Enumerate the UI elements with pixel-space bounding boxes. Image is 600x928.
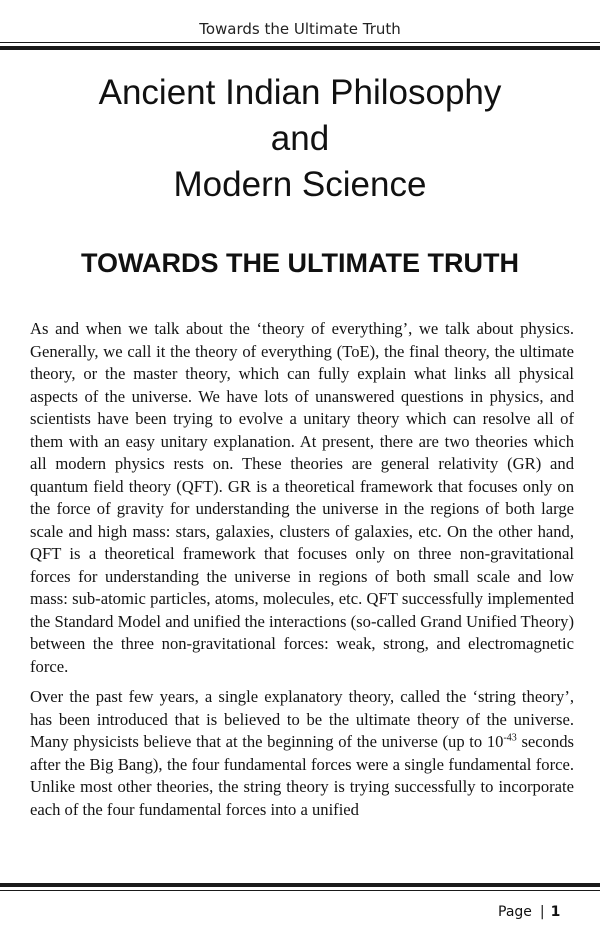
- page-footer: [498, 904, 560, 920]
- footer-rule-thin: [0, 890, 600, 891]
- paragraph-2-text-a: Over the past few years, a single explanatory theory, called the ‘string theory’, has been introduced that is believed to be the ultimate theory of the universe. Many physicists believe that at the beginning of the universe (up to 10: [30, 687, 574, 751]
- chapter-title-line-1: Ancient Indian Philosophy: [98, 73, 502, 112]
- chapter-title-line-2: and: [270, 119, 330, 158]
- paragraph-1: As and when we talk about the ‘theory of everything’, we talk about physics. Generally, we call it the theory of everything (ToE), the final theory, the ultimate theory, or the master theory, which can fully explain what links all physical aspects of the universe. We have lots of unanswered questions in physics, and scientists have been trying to evolve a unitary theory which can resolve all of them with an easy unitary explanation. At present, there are two theories which all modern physics rests on. These theories are general relativity (GR) and quantum field theory (QFT). GR is a theoretical framework that focuses only on the force of gravity for understanding the universe in the regions of both large scale and high mass: stars, galaxies, clusters of galaxies, etc. On the other hand, QFT is a theoretical framework that focuses only on three non-gravitational forces for understanding the universe in regions of both small scale and low mass: sub-atomic particles, atoms, molecules, etc. QFT successfully implemented the Standard Model and unified the interactions (so-called Grand Unified Theory) between the three non-gravitational forces: weak, strong, and electromagnetic force.: [30, 319, 574, 676]
- page-label: Page: [498, 904, 532, 920]
- running-header: Towards the Ultimate Truth: [199, 20, 401, 38]
- paragraph-2: [30, 686, 574, 821]
- chapter-title-line-3: Modern Science: [173, 165, 427, 204]
- paragraph-2-exponent: -43: [503, 732, 517, 744]
- page-number: 1: [550, 904, 561, 920]
- header-rule-thin: [0, 42, 600, 43]
- section-title: TOWARDS THE ULTIMATE TRUTH: [81, 248, 519, 278]
- chapter-title: [0, 70, 600, 208]
- footer-rule-thick: [0, 883, 600, 887]
- paragraph-2-text-b: seconds after the Big Bang), the four fundamental forces were a single fundamental force. Unlike most other theories, the string theory is trying successfully to incorporate each of the four fundamental forces into a unified: [30, 732, 574, 819]
- page-separator: |: [539, 904, 545, 920]
- body-text: [30, 318, 574, 829]
- header-rule-thick: [0, 46, 600, 50]
